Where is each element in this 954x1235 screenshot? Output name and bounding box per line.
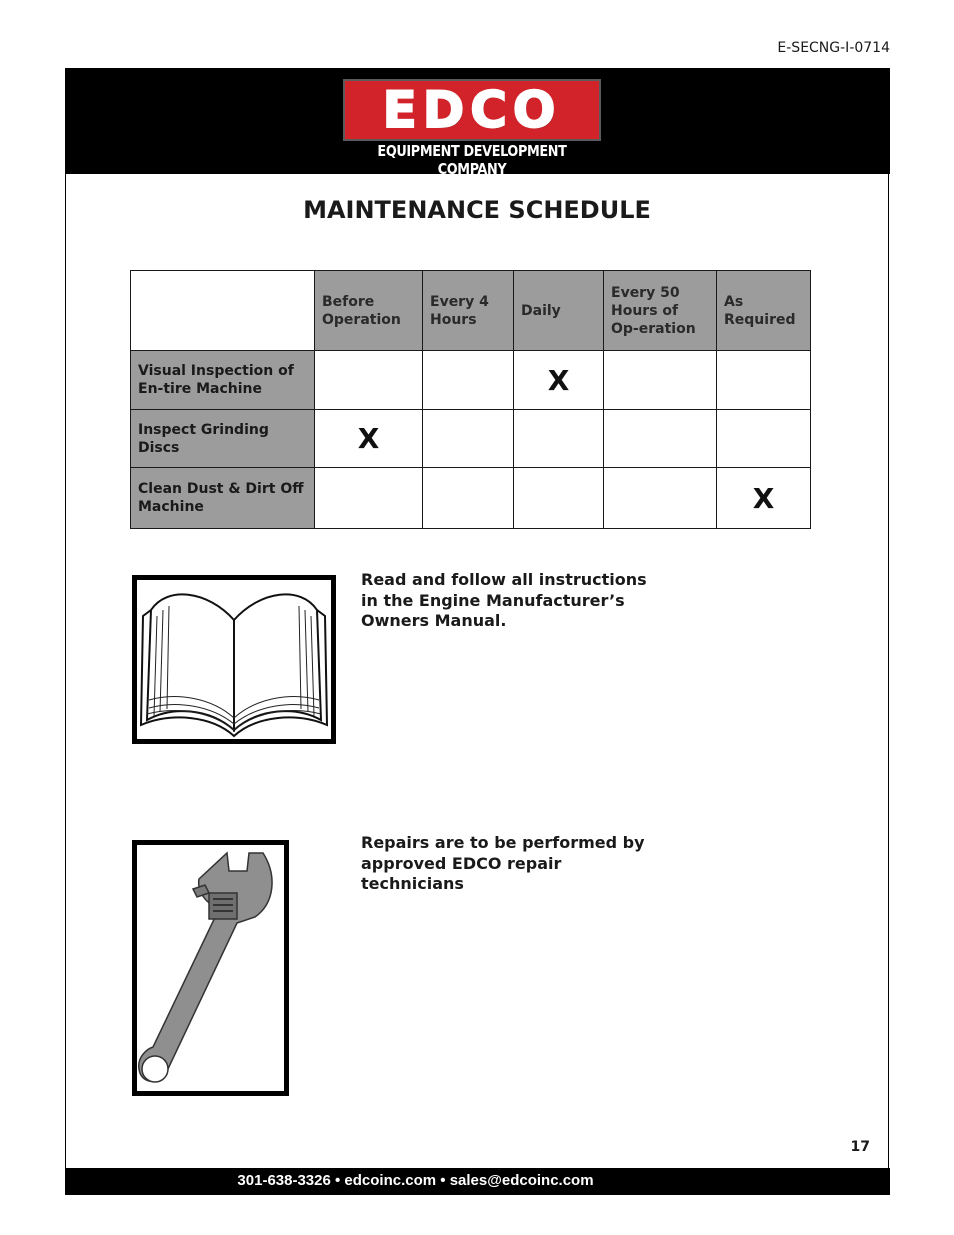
note-line: Owners Manual. <box>361 611 507 630</box>
note-line: Repairs are to be performed by <box>361 833 645 852</box>
footer-contact: 301-638-3326 • edcoinc.com • sales@edcoinc.com <box>237 1172 594 1189</box>
schedule-mark: X <box>315 410 423 468</box>
schedule-mark <box>717 410 811 468</box>
table-row <box>131 468 811 529</box>
schedule-mark <box>423 410 514 468</box>
table-corner-cell <box>131 271 315 351</box>
page-title: MAINTENANCE SCHEDULE <box>303 196 651 224</box>
note-line: technicians <box>361 874 464 893</box>
open-book-illustration <box>132 575 336 744</box>
column-header: Before Operation <box>315 271 423 351</box>
page-number: 17 <box>850 1139 870 1155</box>
wrench-icon <box>137 845 284 1091</box>
column-header: Daily <box>514 271 604 351</box>
document-code: E-SECNG-I-0714 <box>777 40 890 56</box>
schedule-mark <box>717 351 811 410</box>
schedule-mark <box>514 468 604 529</box>
schedule-mark <box>604 351 717 410</box>
table-row <box>131 410 811 468</box>
schedule-mark <box>315 468 423 529</box>
logo-wordmark: EDCO <box>382 81 562 139</box>
edco-logo <box>343 79 601 141</box>
schedule-mark: X <box>717 468 811 529</box>
task-label: Inspect Grinding Discs <box>131 410 315 468</box>
column-header: Every 4 Hours <box>423 271 514 351</box>
schedule-mark: X <box>514 351 604 410</box>
task-label: Visual Inspection of En-tire Machine <box>131 351 315 410</box>
open-book-icon <box>137 580 331 739</box>
repair-note <box>361 833 645 895</box>
task-label: Clean Dust & Dirt Off Machine <box>131 468 315 529</box>
note-line: in the Engine Manufacturer’s <box>361 590 625 610</box>
schedule-mark <box>514 410 604 468</box>
note-line: approved EDCO repair <box>361 853 562 873</box>
schedule-mark <box>423 351 514 410</box>
column-header: Every 50 Hours of Op-eration <box>604 271 717 351</box>
column-header: As Required <box>717 271 811 351</box>
wrench-illustration <box>132 840 289 1096</box>
schedule-mark <box>423 468 514 529</box>
logo-tagline: EQUIPMENT DEVELOPMENT COMPANY <box>377 142 567 178</box>
manual-instruction-note <box>361 570 647 632</box>
footer-bar <box>65 1168 890 1195</box>
table-row <box>131 351 811 410</box>
schedule-mark <box>315 351 423 410</box>
note-line: Read and follow all instructions <box>361 570 647 589</box>
maintenance-schedule-table <box>130 270 811 529</box>
table-header-row <box>131 271 811 351</box>
schedule-mark <box>604 410 717 468</box>
schedule-mark <box>604 468 717 529</box>
